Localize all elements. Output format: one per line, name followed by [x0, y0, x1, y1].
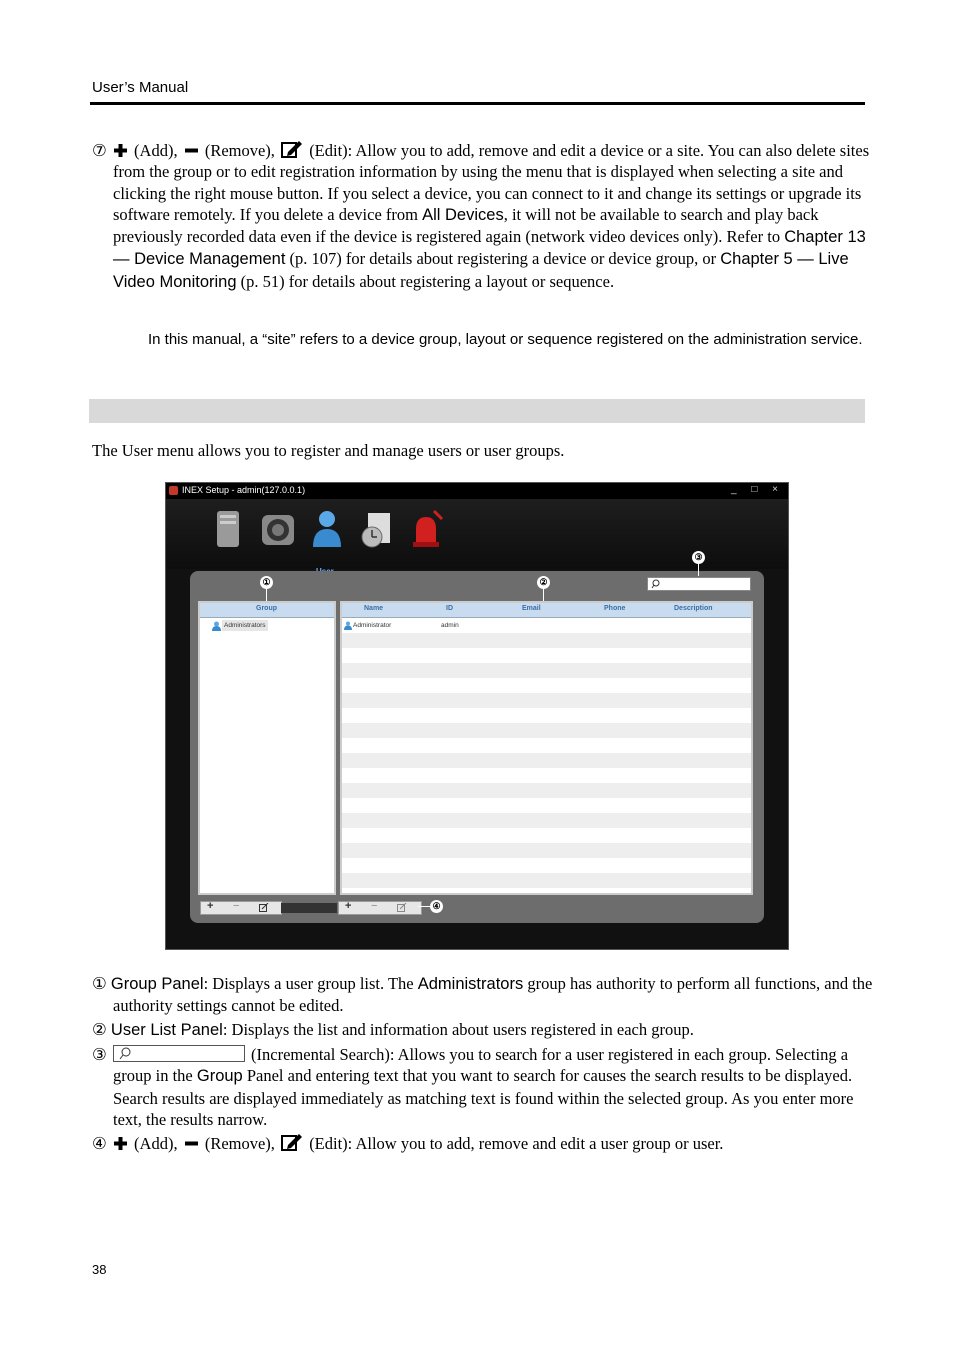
edit-group-button[interactable] — [259, 903, 269, 912]
callout-1: ① — [260, 576, 273, 589]
table-row[interactable] — [342, 633, 751, 648]
column-description: Description — [674, 605, 713, 612]
table-row[interactable] — [342, 678, 751, 693]
search-field-icon — [113, 1045, 245, 1062]
schedule-icon[interactable] — [358, 509, 394, 549]
table-row[interactable] — [342, 708, 751, 723]
note: In this manual, a “site” refers to a device group, layout or sequence registered on the administration service. — [148, 331, 863, 348]
table-row[interactable] — [342, 618, 751, 633]
server-icon[interactable] — [210, 509, 246, 549]
remove-user-button[interactable]: − — [371, 900, 378, 912]
callout-3-line — [698, 564, 699, 576]
table-row[interactable] — [342, 663, 751, 678]
main-panel — [190, 571, 764, 923]
table-row[interactable] — [342, 798, 751, 813]
item-2: ② User List Panel: Displays the list and information about users registered in each group. — [92, 1020, 694, 1039]
item-4: ④ (Add), (Remove), (Edit): Allow you to add, remove and edit a user group or user. — [92, 1134, 724, 1153]
user-id-cell: admin — [441, 622, 459, 629]
header-rule — [90, 102, 865, 105]
group-actions-bar — [200, 901, 282, 915]
group-column-header: Group — [256, 605, 277, 612]
section-bar — [89, 399, 865, 423]
column-name: Name — [364, 605, 384, 612]
table-row[interactable] — [342, 723, 751, 738]
callout-1-line — [266, 589, 267, 601]
table-row[interactable] — [342, 858, 751, 873]
callout-3: ③ — [692, 551, 705, 564]
alarm-icon[interactable] — [408, 509, 444, 549]
table-row[interactable] — [342, 828, 751, 843]
edit-icon — [281, 1133, 303, 1151]
camera-icon[interactable] — [260, 509, 296, 549]
column-id: ID — [446, 605, 453, 612]
minus-icon — [184, 1136, 199, 1151]
user-actions-bar — [338, 901, 422, 915]
intro-text: The User menu allows you to register and manage users or user groups. — [92, 441, 565, 460]
item-1: ① Group Panel: Displays a user group list. The Administrators group has authority to perform all functions, and the authority settings cannot be edited. — [92, 974, 873, 1016]
paragraph-7: ⑦ (Add), (Remove), (Edit): Allow you to add, remove and edit a device or a site. You can also delete sites from the group or to edit registration information by using the menu that is displayed when selecting a site and clicking the right mouse button. If you select a device, you can connect to it and change its settings or upgrade its software remotely. If you delete a device from All Devices, it will not be available to search and play back previously recorded data even if the device is registered again (network video devices only). Refer to Chapter 13 — Device Management (p. 107) for details about registering a device or device group, or Chapter 5 — Live Video Monitoring (p. 51) for details about registering a layout or sequence. — [92, 141, 870, 291]
window-title: INEX Setup - admin(127.0.0.1) — [182, 485, 306, 495]
table-row[interactable] — [342, 738, 751, 753]
group-icon — [212, 621, 221, 631]
callout-2-line — [543, 589, 544, 601]
user-icon[interactable] — [309, 509, 345, 549]
callout-4: ④ — [430, 900, 443, 913]
table-row[interactable] — [342, 813, 751, 828]
app-icon — [169, 486, 178, 495]
user-name-cell: Administrator — [353, 622, 392, 629]
edit-icon — [281, 140, 303, 158]
search-icon — [651, 579, 661, 589]
table-row[interactable] — [342, 753, 751, 768]
page-number: 38 — [92, 1262, 107, 1277]
header-title: User’s Manual — [92, 79, 189, 96]
group-panel — [198, 601, 336, 895]
bottom-bar-gap — [281, 903, 337, 913]
plus-icon — [113, 143, 128, 158]
table-row[interactable] — [342, 843, 751, 858]
table-row[interactable] — [342, 693, 751, 708]
minus-icon — [184, 143, 199, 158]
item-3: ③ (Incremental Search): Allows you to search for a user registered in each group. Selecting a group in the Group Panel and entering text that you want to search for causes the search results to be displayed. Search results are displayed immediately as matching text is found within the selected group. As you enter more text, the results narrow. — [92, 1045, 854, 1129]
table-row[interactable] — [342, 873, 751, 888]
table-row[interactable] — [342, 768, 751, 783]
user-list-panel — [340, 601, 753, 895]
incremental-search-input[interactable] — [647, 577, 751, 591]
remove-group-button[interactable]: − — [233, 900, 240, 912]
add-group-button[interactable]: + — [207, 900, 214, 912]
screenshot — [165, 482, 789, 950]
window-buttons[interactable]: _ □ × — [731, 484, 784, 495]
plus-icon — [113, 1136, 128, 1151]
window-titlebar — [166, 483, 788, 499]
column-phone: Phone — [604, 605, 626, 612]
group-item-label: Administrators — [224, 622, 266, 629]
user-row-icon — [344, 621, 352, 630]
edit-user-button[interactable] — [397, 903, 407, 912]
callout-2: ② — [537, 576, 550, 589]
column-email: Email — [522, 605, 541, 612]
table-row[interactable] — [342, 648, 751, 663]
item-number: ⑦ — [92, 141, 107, 160]
add-user-button[interactable]: + — [345, 900, 352, 912]
callout-4-line — [418, 906, 430, 907]
table-row[interactable] — [342, 783, 751, 798]
